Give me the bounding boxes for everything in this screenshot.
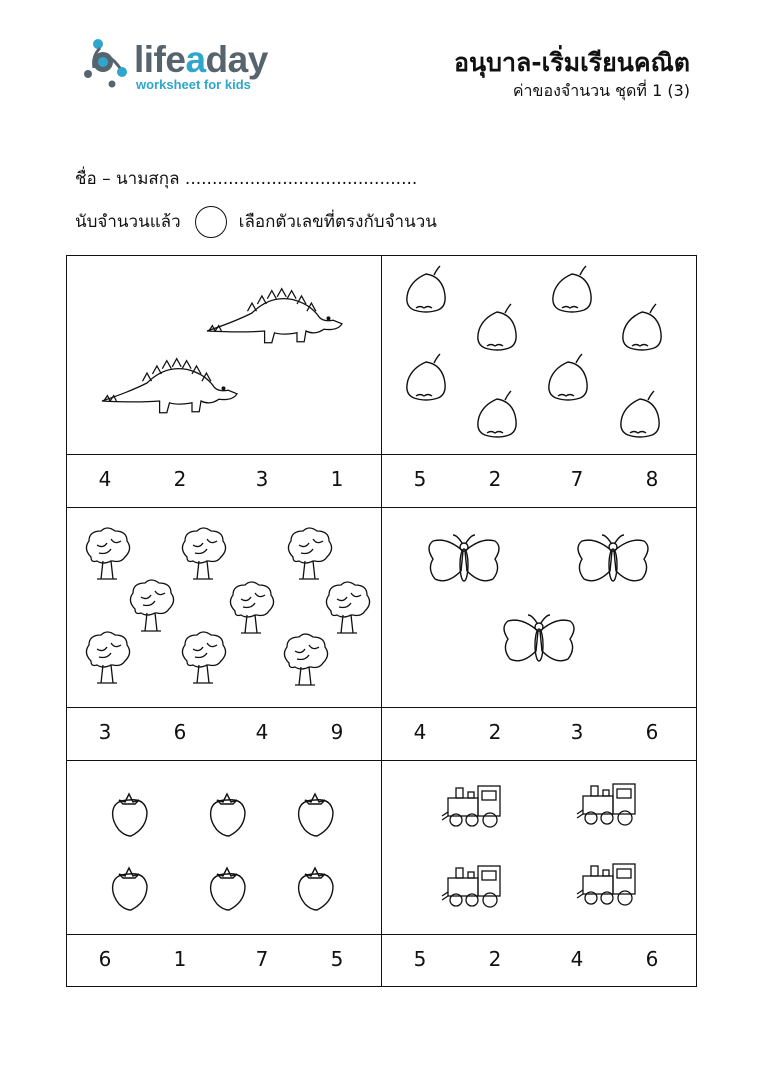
rose-apple-icon <box>478 391 516 437</box>
picture-box-3 <box>67 507 381 707</box>
answer-circle-icon <box>195 206 227 238</box>
rose-apple-icon <box>553 266 591 312</box>
answer-choice[interactable]: 7 <box>570 467 584 491</box>
strawberry-icon <box>299 794 333 836</box>
strawberry-icon <box>113 868 147 910</box>
rose-apple-icon <box>478 304 516 350</box>
strawberry-icon <box>211 794 245 836</box>
instruction-text-after: เลือกตัวเลขที่ตรงกับจำนวน <box>238 212 437 232</box>
train-icon <box>442 786 500 827</box>
tree-icon <box>284 634 327 685</box>
butterfly-icon <box>578 535 648 581</box>
worksheet-subtitle: ค่าของจำนวน ชุดที่ 1 (3) <box>512 81 690 100</box>
answer-choice[interactable]: 4 <box>570 947 584 971</box>
answer-choices-3 <box>67 707 381 760</box>
tree-icon <box>86 632 129 683</box>
answer-choice[interactable]: 5 <box>330 947 344 971</box>
answer-choice[interactable]: 2 <box>488 720 502 744</box>
picture-train-icon <box>382 760 698 934</box>
tree-icon <box>130 580 173 631</box>
tree-icon <box>326 582 369 633</box>
answer-choice[interactable]: 7 <box>255 947 269 971</box>
train-icon <box>577 784 635 825</box>
picture-box-5 <box>67 760 381 934</box>
picture-tree-icon <box>67 507 381 707</box>
logo-wordmark: lifeaday <box>134 39 268 80</box>
picture-rose-apple-icon <box>382 256 698 454</box>
butterfly-icon <box>429 535 499 581</box>
tree-icon <box>288 528 331 579</box>
picture-box-2 <box>382 256 698 454</box>
train-icon <box>577 864 635 905</box>
tree-icon <box>182 632 225 683</box>
answer-choices-2 <box>382 454 698 507</box>
answer-choice[interactable]: 2 <box>488 467 502 491</box>
answer-choice[interactable]: 9 <box>330 720 344 744</box>
answer-choice[interactable]: 6 <box>98 947 112 971</box>
answer-choice[interactable]: 5 <box>413 467 427 491</box>
tree-icon <box>86 528 129 579</box>
rose-apple-icon <box>549 354 587 400</box>
picture-strawberry-icon <box>67 760 381 934</box>
picture-dinosaur-icon <box>67 256 381 454</box>
answer-choice[interactable]: 6 <box>645 720 659 744</box>
logo-molecule-icon <box>82 38 132 90</box>
rose-apple-icon <box>621 391 659 437</box>
answer-choice[interactable]: 8 <box>645 467 659 491</box>
answer-choice[interactable]: 4 <box>98 467 112 491</box>
lifeaday-logo <box>82 38 282 98</box>
instruction-text-before: นับจำนวนแล้ว <box>75 212 181 232</box>
dinosaur-icon <box>207 289 342 343</box>
rose-apple-icon <box>623 304 661 350</box>
picture-box-6 <box>382 760 698 934</box>
train-icon <box>442 866 500 907</box>
name-field-label[interactable]: ชื่อ – นามสกุล ........................................... <box>75 169 418 189</box>
worksheet-title: อนุบาล-เริ่มเรียนคณิต <box>453 48 690 77</box>
picture-box-1 <box>67 256 381 454</box>
answer-choice[interactable]: 3 <box>570 720 584 744</box>
rose-apple-icon <box>407 266 445 312</box>
answer-choices-5 <box>67 934 381 987</box>
picture-box-4 <box>382 507 698 707</box>
strawberry-icon <box>211 868 245 910</box>
answer-choice[interactable]: 4 <box>413 720 427 744</box>
answer-choice[interactable]: 3 <box>255 467 269 491</box>
answer-choice[interactable]: 2 <box>488 947 502 971</box>
answer-choices-6 <box>382 934 698 987</box>
answer-choice[interactable]: 2 <box>173 467 187 491</box>
dinosaur-icon <box>102 359 237 413</box>
answer-choice[interactable]: 3 <box>98 720 112 744</box>
instruction-line <box>75 206 437 238</box>
butterfly-icon <box>504 615 574 661</box>
tree-icon <box>182 528 225 579</box>
answer-choices-1 <box>67 454 381 507</box>
answer-choice[interactable]: 1 <box>173 947 187 971</box>
answer-choice[interactable]: 6 <box>645 947 659 971</box>
strawberry-icon <box>113 794 147 836</box>
answer-choices-4 <box>382 707 698 760</box>
strawberry-icon <box>299 868 333 910</box>
logo-tagline: worksheet for kids <box>136 77 251 92</box>
exercise-grid <box>66 255 697 987</box>
picture-butterfly-icon <box>382 507 698 707</box>
answer-choice[interactable]: 1 <box>330 467 344 491</box>
answer-choice[interactable]: 4 <box>255 720 269 744</box>
tree-icon <box>230 582 273 633</box>
answer-choice[interactable]: 6 <box>173 720 187 744</box>
answer-choice[interactable]: 5 <box>413 947 427 971</box>
rose-apple-icon <box>407 354 445 400</box>
